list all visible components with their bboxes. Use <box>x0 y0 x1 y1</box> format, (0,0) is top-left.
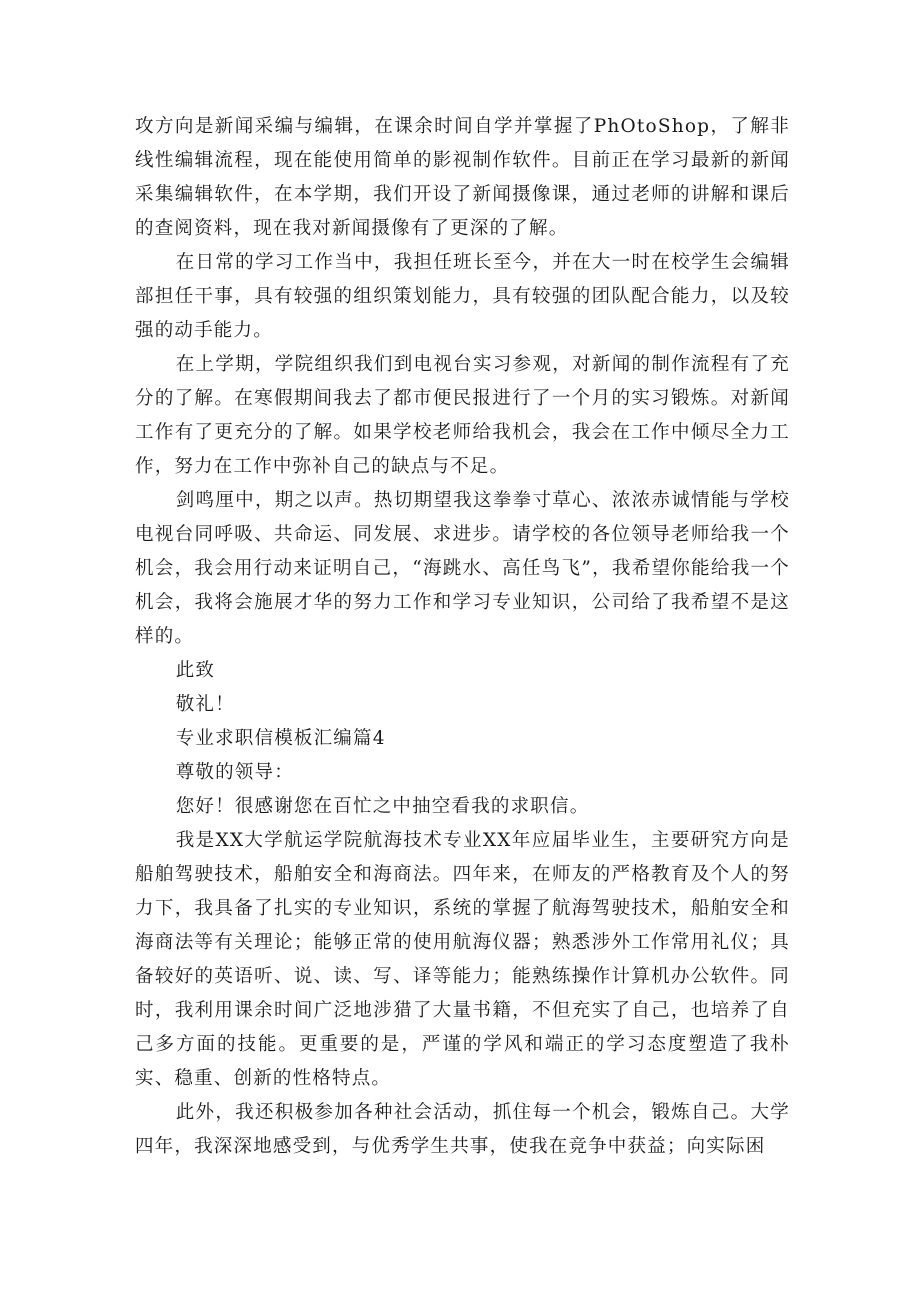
paragraph-2: 在日常的学习工作当中，我担任班长至今，并在大一时在校学生会编辑部担任干事，具有较强的组织策划能力，具有较强的团队配合能力，以及较强的动手能力。 <box>135 252 790 341</box>
paragraph-4: 剑鸣厘中，期之以声。热切期望我这拳拳寸草心、浓浓赤诚情能与学校电视台同呼吸、共命运、同发展、求进步。请学校的各位领导老师给我一个机会，我会用行动来证明自己，“海跳水、高任鸟飞”，我希望你能给我一个机会，我将会施展才华的努力工作和学习专业知识，公司给了我希望不是这样的。 <box>135 490 790 647</box>
body-paragraph-2: 此外，我还积极参加各种社会活动，抓住每一个机会，锻炼自己。大学四年，我深深地感受到，与优秀学生共事，使我在竞争中获益；向实际困 <box>135 1102 790 1157</box>
document-page <box>135 110 790 1164</box>
paragraph-3: 在上学期，学院组织我们到电视台实习参观，对新闻的制作流程有了充分的了解。在寒假期间我去了都市便民报进行了一个月的实习锻炼。对新闻工作有了更充分的了解。如果学校老师给我机会，我会在工作中倾尽全力工作，努力在工作中弥补自己的缺点与不足。 <box>135 354 790 477</box>
body-paragraph-1: 我是XX大学航运学院航海技术专业XX年应届毕业生，主要研究方向是船舶驾驶技术，船舶安全和海商法。四年来，在师友的严格教育及个人的努力下，我具备了扎实的专业知识，系统的掌握了航海驾驶技术，船舶安全和海商法等有关理论；能够正常的使用航海仪器；熟悉涉外工作常用礼仪；具备较好的英语听、说、读、写、译等能力；能熟练操作计算机办公软件。同时，我利用课余时间广泛地涉猎了大量书籍，不但充实了自己，也培养了自己多方面的技能。更重要的是，严谨的学风和端正的学习态度塑造了我朴实、稳重、创新的性格特点。 <box>135 830 790 1089</box>
salutation: 尊敬的领导： <box>175 762 294 783</box>
section-title: 专业求职信模板汇编篇4 <box>175 728 386 749</box>
closing-salute: 敬礼！ <box>175 694 235 715</box>
closing-regards: 此致 <box>175 660 216 681</box>
greeting: 您好！很感谢您在百忙之中抽空看我的求职信。 <box>175 796 590 817</box>
paragraph-1: 攻方向是新闻采编与编辑，在课余时间自学并掌握了PhOtoShop，了解非线性编辑流程，现在能使用简单的影视制作软件。目前正在学习最新的新闻采集编辑软件，在本学期，我们开设了新闻摄像课，通过老师的讲解和课后的查阅资料，现在我对新闻摄像有了更深的了解。 <box>135 116 790 239</box>
